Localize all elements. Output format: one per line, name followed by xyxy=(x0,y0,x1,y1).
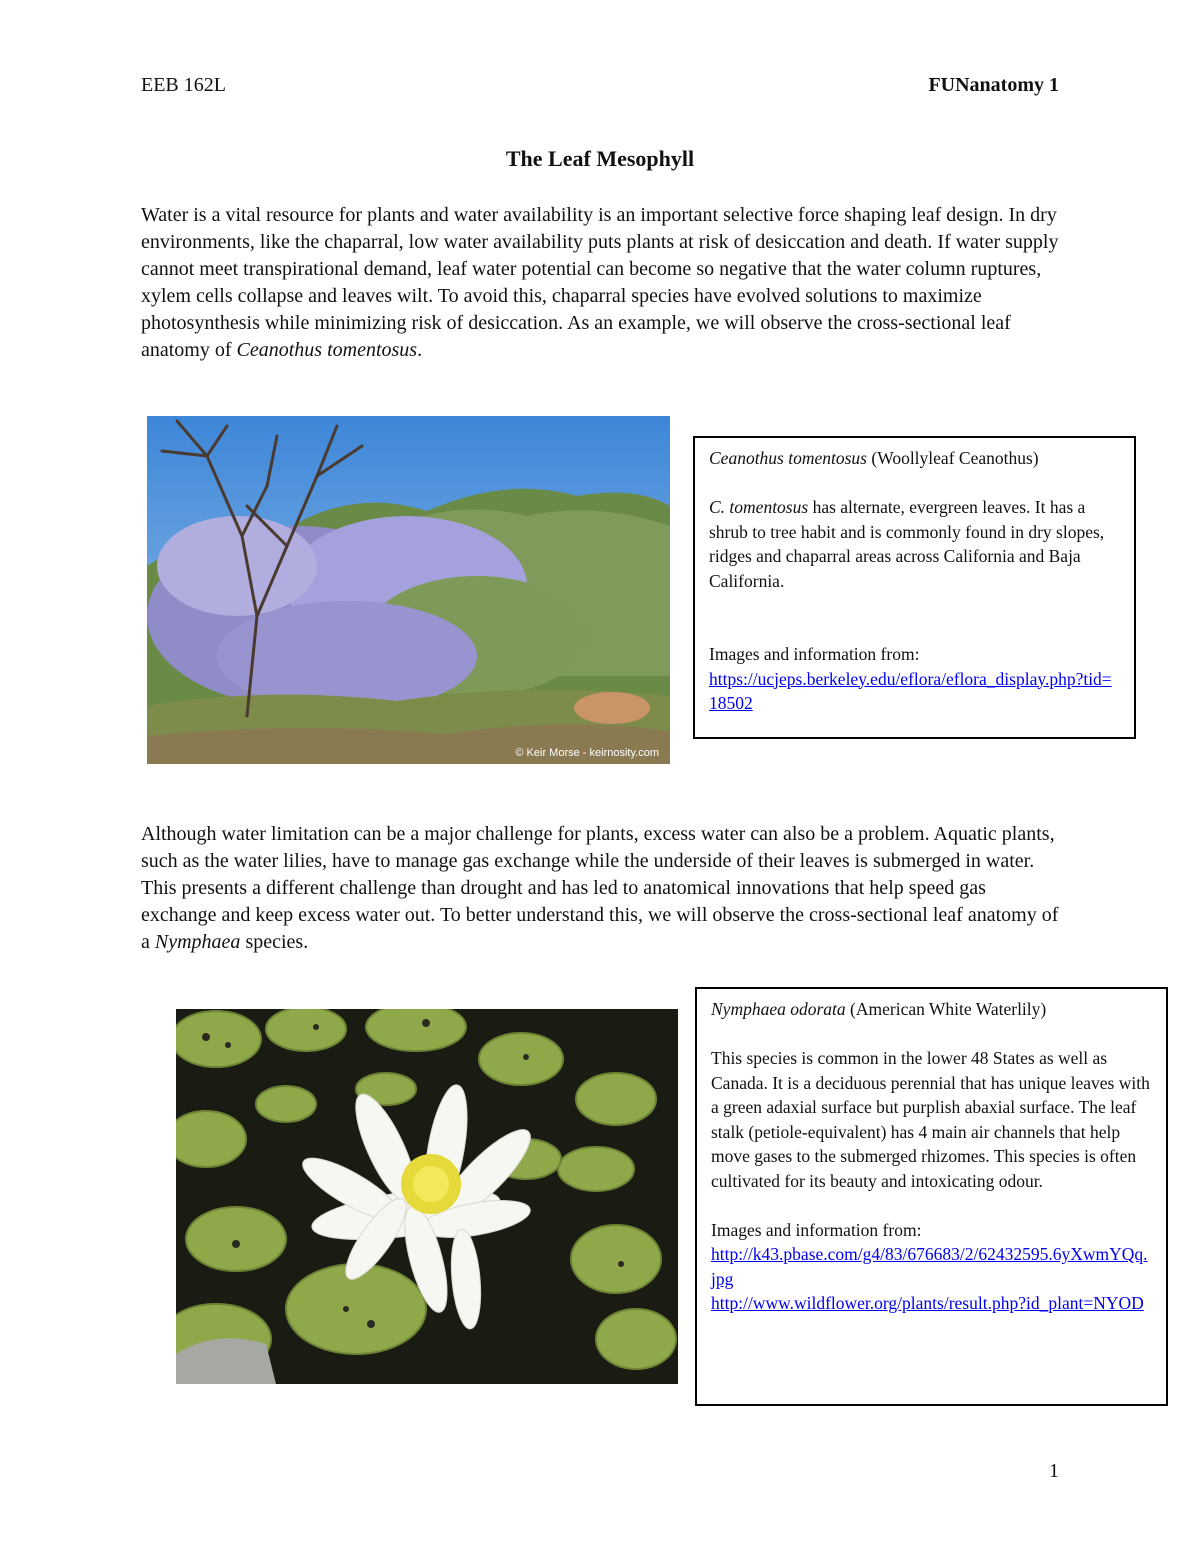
species-common-name: (Woollyleaf Ceanothus) xyxy=(867,448,1039,468)
species-name: Nymphaea odorata xyxy=(711,999,846,1019)
ceanothus-info-box xyxy=(693,436,1136,739)
photo-credit: © Keir Morse - keirnosity.com xyxy=(515,747,659,759)
species-heading xyxy=(709,446,1120,471)
page-title: The Leaf Mesophyll xyxy=(505,146,695,171)
source-link-image[interactable]: http://k43.pbase.com/g4/83/676683/2/62432595.6yXwmYQq.jpg xyxy=(711,1244,1148,1289)
species-description xyxy=(709,495,1120,593)
species-heading xyxy=(711,997,1152,1022)
species-description: This species is common in the lower 48 States as well as Canada. It is a deciduous perennial that has unique leaves with a green adaxial surface but purplish abaxial surface. The leaf stalk (petiole-equivalent) has 4 main air channels that help move gases to the submerged rhizomes. This species is often cultivated for its beauty and intoxicating odour. xyxy=(711,1048,1150,1191)
ceanothus-photo xyxy=(147,416,670,764)
species-desc-text: has alternate, evergreen leaves. It has a shrub to tree habit and is commonly found in dry slopes, ridges and chaparral areas across California and Baja California. xyxy=(709,497,1105,591)
intro-species: Ceanothus tomentosus xyxy=(236,339,418,361)
nymphaea-info-box xyxy=(695,987,1168,1406)
source-link-info[interactable]: http://www.wildflower.org/plants/result.php?id_plant=NYOD xyxy=(711,1293,1144,1313)
waterlily-photo xyxy=(176,1009,678,1384)
intro-text: Water is a vital resource for plants and water availability is an important selective force shaping leaf design. In dry environments, like the chaparral, low water availability puts plants at risk of desiccation and death. If water supply cannot meet transpirational demand, leaf water potential can become so negative that the water column ruptures, xylem cells collapse and leaves wilt. To avoid this, chaparral species have evolved solutions to maximize photosynthesis while minimizing risk of desiccation. As an example, we will observe the cross-sectional leaf anatomy of xyxy=(141,204,1059,361)
page-number: 1 xyxy=(1049,1460,1059,1482)
module-title: FUNanatomy 1 xyxy=(928,74,1059,96)
source-label: Images and information from: xyxy=(711,1219,922,1240)
source-label: Images and information from: xyxy=(709,644,920,664)
species-abbrev: C. tomentosus xyxy=(709,497,809,517)
species-name: Ceanothus tomentosus xyxy=(709,448,867,468)
species-common-name: (American White Waterlily) xyxy=(845,999,1047,1019)
aquatic-text-end: species. xyxy=(240,931,309,953)
source-link[interactable]: https://ucjeps.berkeley.edu/eflora/eflora_display.php?tid=18502 xyxy=(709,668,1112,713)
intro-paragraph xyxy=(141,202,1061,364)
course-code: EEB 162L xyxy=(141,74,226,96)
intro-text-end: . xyxy=(417,339,423,361)
aquatic-paragraph xyxy=(141,821,1061,956)
aquatic-genus: Nymphaea xyxy=(154,931,241,953)
aquatic-text: Although water limitation can be a major challenge for plants, excess water can also be a problem. Aquatic plants, such as the water lilies, have to manage gas exchange while the underside of their leaves is submerged in water. This presents a different challenge than drought and has led to anatomical innovations that help speed gas exchange and keep excess water out. To better understand this, we will observe the cross-sectional leaf anatomy of a xyxy=(141,823,1059,953)
